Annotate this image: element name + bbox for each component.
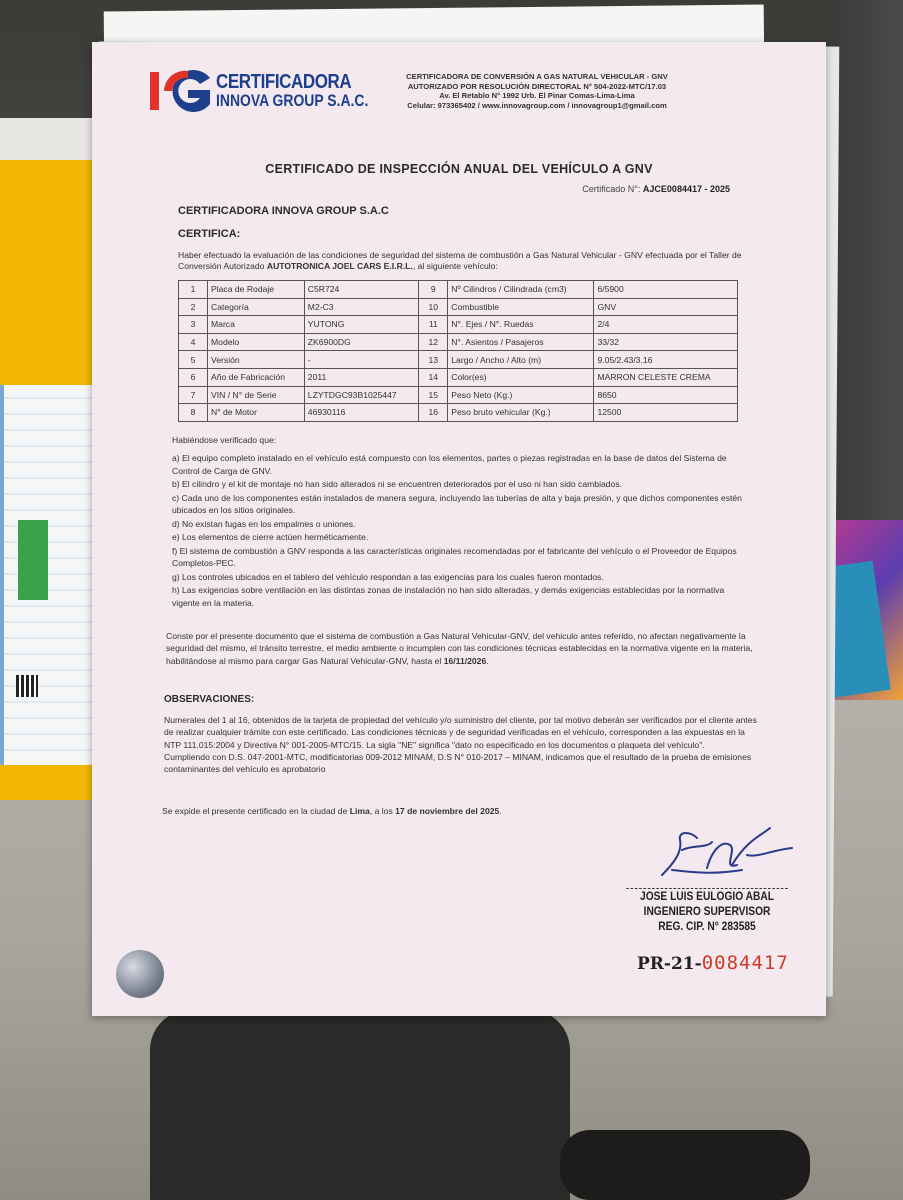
qr-code-icon [16, 675, 38, 697]
table-row [179, 351, 738, 369]
field-label: N°. Asientos / Pasajeros [448, 333, 594, 351]
row-number: 2 [179, 298, 208, 316]
company-logo [148, 68, 369, 118]
logo-name: CERTIFICADORA [216, 71, 352, 93]
row-number: 13 [419, 351, 448, 369]
verification-item: g) Los controles ubicados en el tablero del vehículo respondan a las exigencias para los cuales fueron montados. [172, 571, 604, 582]
handwritten-signature [652, 820, 802, 890]
field-value: GNV [594, 298, 738, 316]
field-label: Placa de Rodaje [208, 281, 305, 299]
certifica-heading: CERTIFICA: [178, 228, 241, 240]
issue-statement [162, 806, 502, 816]
field-value: - [304, 351, 418, 369]
certificate-number-label: Certificado N°: [582, 184, 641, 194]
supervisor-registration: REG. CIP. N° 283585 [658, 919, 756, 933]
logo-mark-icon [148, 68, 214, 114]
background-green-label [18, 520, 48, 600]
field-label: Peso bruto vehicular (Kg.) [448, 404, 594, 422]
issuer-line: CERTIFICADORA DE CONVERSIÓN A GAS NATURAL VEHICULAR - GNV [406, 72, 668, 81]
issuer-line: Av. El Retablo N° 1992 Urb. El Pinar Comas-Lima-Lima [439, 91, 635, 101]
field-label: Nº Cilindros / Cilindrada (cm3) [448, 281, 594, 299]
observations-text [164, 714, 760, 775]
verification-item: e) Los elementos de cierre actúen herméticamente. [172, 532, 369, 543]
serial-prefix: PR-21- [637, 954, 702, 974]
verification-section [172, 434, 752, 610]
verification-item: h) Las exigencias sobre ventilación en las distintas zonas de instalación no han sido alteradas, y demás exigencias establecidas por la normativa vigente en la materia. [172, 585, 725, 608]
supervisor-name: JOSE LUIS EULOGIO ABAL [640, 889, 774, 903]
conste-end: . [486, 655, 489, 666]
table-row [179, 368, 738, 386]
field-label: Combustible [448, 298, 594, 316]
field-value: 46930116 [304, 404, 418, 422]
field-value: M2-C3 [304, 298, 418, 316]
observations-heading: OBSERVACIONES: [164, 694, 255, 705]
field-label: Modelo [208, 333, 305, 351]
supervisor-stamp [626, 888, 788, 934]
verification-item: d) No existan fugas en los empalmes o uniones. [172, 518, 356, 529]
row-number: 4 [179, 333, 208, 351]
field-value: 2/4 [594, 316, 738, 334]
field-value: 2011 [304, 368, 418, 386]
verification-item: f) El sistema de combustión a GNV responda a las características originales recomendadas por el fabricante del vehículo o el Proveedor de Equipos Completos-PEC. [172, 545, 737, 569]
row-number: 9 [419, 281, 448, 299]
row-number: 15 [419, 386, 448, 404]
supervisor-role: INGENIERO SUPERVISOR [643, 904, 771, 918]
field-value: C5R724 [304, 281, 418, 299]
field-label: N°. Ejes / N°. Ruedas [448, 316, 594, 334]
conste-text: Conste por el presente documento que el sistema de combustión a Gas Natural Vehicular-GNV, del vehiculo antes referido, no afectan negativamente la seguridad del mismo, el tránsito terrestre, el medio ambiente o incumplen con las condiciones técnicas establecidas en la normativa vigente en la materia, habilitándose al mismo para cargar Gas Natural Vehicular-GNV, hasta el [166, 631, 753, 666]
vehicle-data-table [178, 280, 738, 422]
intro-paragraph [178, 250, 748, 272]
verification-lead: Habiéndose verificado que: [172, 435, 277, 445]
row-number: 10 [419, 298, 448, 316]
observations-paragraph: Cumpliendo con D.S. 047-2001-MTC, modificatorias 009-2012 MINAM, D.S N° 010-2017 – MINAM, indicamos que el resultado de la prueba de emisiones contaminantes del vehículo es aprobatorio [164, 751, 752, 775]
verification-item: c) Cada uno de los componentes están instalados de manera segura, incluyendo las tuberías de alta y baja presión, y que dichos componentes estén ubicados en los sitios originales. [172, 492, 742, 516]
hologram-seal-icon [116, 950, 164, 998]
field-label: Peso Neto (Kg.) [448, 386, 594, 404]
issue-pre: Se expide el presente certificado en la ciudad de [162, 806, 348, 816]
table-row [179, 404, 738, 422]
logo-subtitle: INNOVA GROUP S.A.C. [216, 91, 369, 110]
issue-city: Lima [349, 806, 370, 816]
verification-item: a) El equipo completo instalado en el vehículo está compuesto con los elementos, partes o piezas registradas en la base de datos del Sistema de Control de Carga de GNV. [172, 453, 727, 476]
conste-paragraph [166, 630, 756, 667]
table-row [179, 281, 738, 299]
table-row [179, 316, 738, 334]
background-dark-edge [830, 0, 903, 520]
field-value: MARRON CELESTE CREMA [594, 368, 738, 386]
row-number: 7 [179, 386, 208, 404]
field-value: LZYTDGC93B1025447 [304, 386, 418, 404]
field-label: N° de Motor [208, 404, 305, 422]
table-row [179, 386, 738, 404]
row-number: 8 [179, 404, 208, 422]
issue-date: 17 de noviembre del 2025 [395, 806, 500, 816]
table-row [179, 298, 738, 316]
field-label: Categoría [208, 298, 305, 316]
field-label: Marca [208, 316, 305, 334]
field-value: 6/5900 [594, 281, 738, 299]
certificate-number [582, 184, 730, 194]
workshop-name: AUTOTRONICA JOEL CARS E.I.R.L. [266, 261, 413, 271]
serial-digits: 0084417 [701, 952, 789, 974]
row-number: 6 [179, 368, 208, 386]
row-number: 3 [179, 316, 208, 334]
field-label: Color(es) [448, 368, 594, 386]
background-shoe [560, 1130, 810, 1200]
row-number: 5 [179, 351, 208, 369]
issuer-header [382, 72, 692, 110]
background-leg [150, 1010, 570, 1200]
row-number: 1 [179, 281, 208, 299]
issue-end: . [499, 806, 502, 816]
field-label: Versión [208, 351, 305, 369]
table-row [179, 333, 738, 351]
field-value: 12500 [594, 404, 738, 422]
field-label: Largo / Ancho / Alto (m) [448, 351, 594, 369]
valid-until-date: 16/11/2026 [443, 655, 487, 666]
intro-text: Haber efectuado la evaluación de las condiciones de seguridad del sistema de combustión a Gas Natural Vehicular - GNV efectuada por el Taller de Conversión Autorizado [178, 250, 742, 271]
certificate-number-value: AJCE0084417 - 2025 [642, 184, 730, 194]
observations-paragraph: Numerales del 1 al 16, obtenidos de la tarjeta de propiedad del vehículo y/o suministro del cliente, por tal motivo deberán ser verificados por el cliente antes de realizar cualquier trámite con este certificado. Las condiciones técnicas y de seguridad verificadas en el vehículo, corresponden a las expuestas en la NTP 111.015:2004 y Directiva N° 001-2005-MTC/15. La sigla "NE" significa "dato no especificado en los documentos o plaqueta del vehículo". [164, 715, 757, 750]
company-name: CERTIFICADORA INNOVA GROUP S.A.C [178, 205, 389, 217]
field-label: Año de Fabricación [208, 368, 305, 386]
row-number: 12 [419, 333, 448, 351]
field-value: 9.05/2.43/3.16 [594, 351, 738, 369]
row-number: 14 [419, 368, 448, 386]
document-title: CERTIFICADO DE INSPECCIÓN ANUAL DEL VEHÍCULO A GNV [265, 162, 653, 176]
certificate-sheet [92, 42, 826, 1016]
field-value: 33/32 [594, 333, 738, 351]
field-label: VIN / N° de Serie [208, 386, 305, 404]
field-value: ZK6900DG [304, 333, 418, 351]
field-value: 8650 [594, 386, 738, 404]
serial-number [637, 952, 789, 974]
issuer-line: AUTORIZADO POR RESOLUCIÓN DIRECTORAL N° 504-2022-MTC/17.03 [407, 81, 667, 91]
row-number: 16 [419, 404, 448, 422]
field-value: YUTONG [304, 316, 418, 334]
intro-tail: , al siguiente vehículo: [412, 261, 498, 271]
verification-item: b) El cilindro y el kit de montaje no han sido alterados ni se encuentren deteriorados por el uso ni han sido cambiados. [172, 479, 623, 490]
issue-mid: , a los [369, 806, 393, 816]
issuer-line: Celular: 973365402 / www.innovagroup.com / innovagroup1@gmail.com [407, 100, 667, 110]
row-number: 11 [419, 316, 448, 334]
